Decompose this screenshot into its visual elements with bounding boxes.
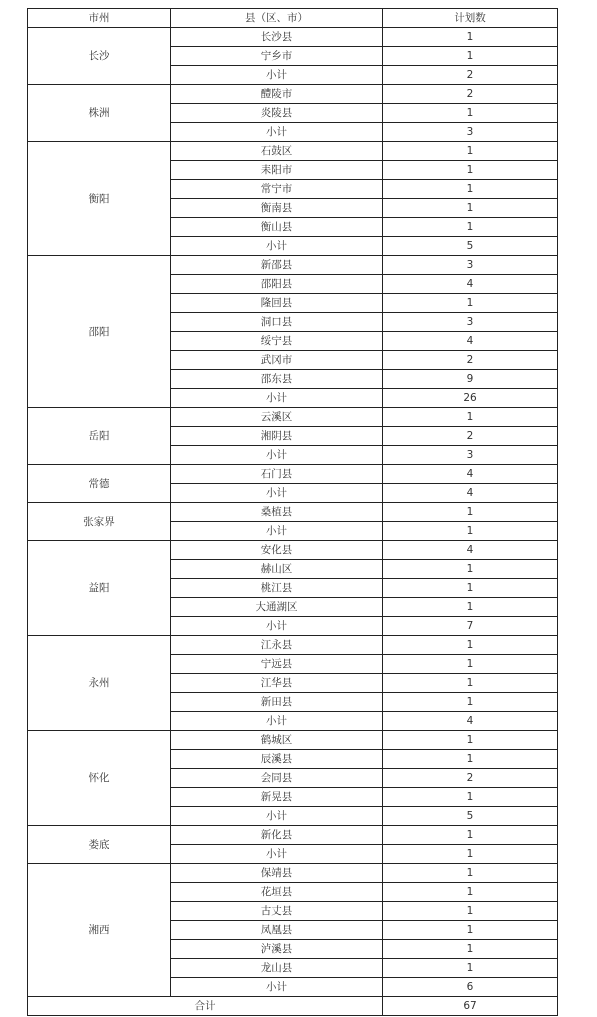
plan-count-cell: 1 (383, 598, 558, 617)
plan-count-cell: 1 (383, 408, 558, 427)
plan-count-cell: 2 (383, 769, 558, 788)
county-cell: 石门县 (171, 465, 383, 484)
city-cell: 长沙 (28, 28, 171, 85)
plan-count-cell: 1 (383, 750, 558, 769)
plan-count-cell: 1 (383, 28, 558, 47)
table-row (28, 731, 558, 750)
city-cell: 株洲 (28, 85, 171, 142)
plan-table-container (27, 8, 558, 1016)
plan-count-cell: 1 (383, 902, 558, 921)
total-label: 合计 (28, 997, 383, 1016)
plan-count-cell: 3 (383, 313, 558, 332)
county-cell: 大通湖区 (171, 598, 383, 617)
county-cell: 小计 (171, 123, 383, 142)
county-cell: 隆回县 (171, 294, 383, 313)
plan-count-cell: 1 (383, 294, 558, 313)
county-cell: 龙山县 (171, 959, 383, 978)
county-cell: 小计 (171, 522, 383, 541)
county-cell: 小计 (171, 712, 383, 731)
table-row (28, 636, 558, 655)
county-cell: 邵东县 (171, 370, 383, 389)
county-cell: 安化县 (171, 541, 383, 560)
plan-count-cell: 1 (383, 199, 558, 218)
county-cell: 绥宁县 (171, 332, 383, 351)
county-cell: 耒阳市 (171, 161, 383, 180)
table-body (28, 28, 558, 997)
county-cell: 江华县 (171, 674, 383, 693)
plan-count-cell: 4 (383, 541, 558, 560)
table-row (28, 142, 558, 161)
plan-count-cell: 5 (383, 237, 558, 256)
table-row (28, 85, 558, 104)
table-row (28, 408, 558, 427)
city-cell: 益阳 (28, 541, 171, 636)
plan-count-cell: 6 (383, 978, 558, 997)
plan-count-cell: 1 (383, 560, 558, 579)
plan-count-cell: 1 (383, 921, 558, 940)
county-cell: 炎陵县 (171, 104, 383, 123)
city-cell: 岳阳 (28, 408, 171, 465)
county-cell: 新化县 (171, 826, 383, 845)
city-cell: 娄底 (28, 826, 171, 864)
plan-count-cell: 2 (383, 427, 558, 446)
table-row (28, 826, 558, 845)
plan-count-cell: 4 (383, 332, 558, 351)
table-row (28, 864, 558, 883)
table-row (28, 503, 558, 522)
plan-count-cell: 1 (383, 845, 558, 864)
county-cell: 小计 (171, 66, 383, 85)
county-cell: 小计 (171, 807, 383, 826)
county-cell: 桑植县 (171, 503, 383, 522)
plan-count-cell: 9 (383, 370, 558, 389)
county-cell: 邵阳县 (171, 275, 383, 294)
plan-count-cell: 1 (383, 522, 558, 541)
plan-count-cell: 26 (383, 389, 558, 408)
header-row (28, 9, 558, 28)
county-cell: 小计 (171, 446, 383, 465)
county-cell: 醴陵市 (171, 85, 383, 104)
plan-count-cell: 3 (383, 256, 558, 275)
plan-count-cell: 2 (383, 66, 558, 85)
county-cell: 长沙县 (171, 28, 383, 47)
table-row (28, 256, 558, 275)
county-cell: 小计 (171, 845, 383, 864)
county-cell: 花垣县 (171, 883, 383, 902)
county-cell: 小计 (171, 978, 383, 997)
county-cell: 小计 (171, 617, 383, 636)
county-cell: 云溪区 (171, 408, 383, 427)
plan-count-cell: 1 (383, 959, 558, 978)
plan-count-cell: 1 (383, 826, 558, 845)
county-cell: 衡南县 (171, 199, 383, 218)
county-cell: 小计 (171, 389, 383, 408)
plan-count-cell: 5 (383, 807, 558, 826)
plan-count-cell: 1 (383, 655, 558, 674)
city-cell: 邵阳 (28, 256, 171, 408)
plan-count-cell: 1 (383, 161, 558, 180)
plan-count-cell: 4 (383, 275, 558, 294)
header-city: 市州 (28, 9, 171, 28)
county-cell: 宁乡市 (171, 47, 383, 66)
plan-count-cell: 4 (383, 712, 558, 731)
plan-count-cell: 1 (383, 218, 558, 237)
header-plan-count: 计划数 (383, 9, 558, 28)
county-cell: 小计 (171, 237, 383, 256)
plan-count-cell: 1 (383, 940, 558, 959)
plan-count-cell: 4 (383, 484, 558, 503)
city-cell: 衡阳 (28, 142, 171, 256)
plan-count-cell: 1 (383, 693, 558, 712)
county-cell: 江永县 (171, 636, 383, 655)
county-cell: 衡山县 (171, 218, 383, 237)
county-cell: 赫山区 (171, 560, 383, 579)
plan-count-cell: 1 (383, 674, 558, 693)
plan-count-cell: 7 (383, 617, 558, 636)
city-cell: 怀化 (28, 731, 171, 826)
plan-count-cell: 1 (383, 579, 558, 598)
county-cell: 凤凰县 (171, 921, 383, 940)
county-cell: 武冈市 (171, 351, 383, 370)
header-county: 县（区、市） (171, 9, 383, 28)
county-cell: 新晃县 (171, 788, 383, 807)
county-cell: 桃江县 (171, 579, 383, 598)
table-row (28, 541, 558, 560)
plan-count-cell: 3 (383, 123, 558, 142)
plan-count-cell: 1 (383, 104, 558, 123)
table-row (28, 465, 558, 484)
plan-count-cell: 1 (383, 636, 558, 655)
plan-count-cell: 1 (383, 731, 558, 750)
county-cell: 新田县 (171, 693, 383, 712)
county-cell: 石鼓区 (171, 142, 383, 161)
county-cell: 泸溪县 (171, 940, 383, 959)
city-cell: 湘西 (28, 864, 171, 997)
county-cell: 常宁市 (171, 180, 383, 199)
city-cell: 永州 (28, 636, 171, 731)
plan-table (27, 8, 558, 1016)
total-row (28, 997, 558, 1016)
plan-count-cell: 1 (383, 47, 558, 66)
table-row (28, 28, 558, 47)
county-cell: 鹤城区 (171, 731, 383, 750)
total-value: 67 (383, 997, 558, 1016)
plan-count-cell: 3 (383, 446, 558, 465)
plan-count-cell: 1 (383, 883, 558, 902)
county-cell: 古丈县 (171, 902, 383, 921)
city-cell: 常德 (28, 465, 171, 503)
city-cell: 张家界 (28, 503, 171, 541)
plan-count-cell: 4 (383, 465, 558, 484)
plan-count-cell: 1 (383, 503, 558, 522)
plan-count-cell: 1 (383, 864, 558, 883)
county-cell: 湘阴县 (171, 427, 383, 446)
county-cell: 新邵县 (171, 256, 383, 275)
plan-count-cell: 2 (383, 351, 558, 370)
county-cell: 小计 (171, 484, 383, 503)
plan-count-cell: 1 (383, 142, 558, 161)
plan-count-cell: 1 (383, 788, 558, 807)
plan-count-cell: 2 (383, 85, 558, 104)
county-cell: 洞口县 (171, 313, 383, 332)
county-cell: 宁远县 (171, 655, 383, 674)
county-cell: 辰溪县 (171, 750, 383, 769)
county-cell: 保靖县 (171, 864, 383, 883)
county-cell: 会同县 (171, 769, 383, 788)
plan-count-cell: 1 (383, 180, 558, 199)
